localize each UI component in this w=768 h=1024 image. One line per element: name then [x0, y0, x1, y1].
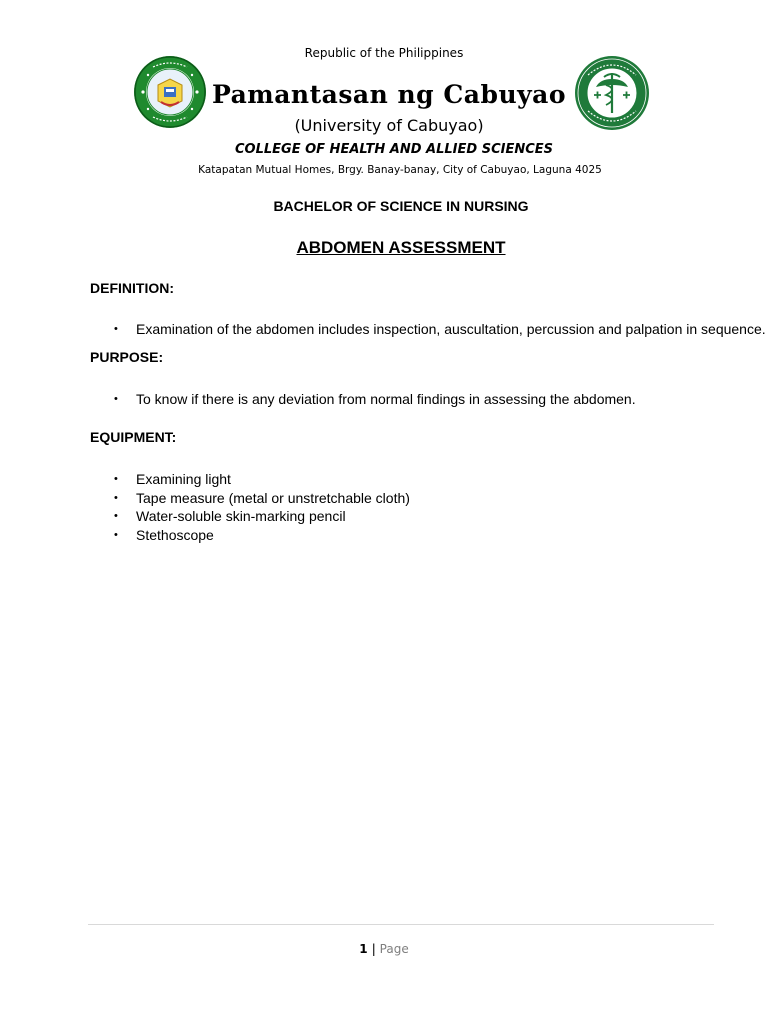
footer-separator: |: [371, 942, 376, 956]
republic-line: Republic of the Philippines: [304, 46, 464, 60]
list-item: [114, 470, 410, 489]
university-name: Pamantasan ng Cabuyao: [211, 80, 567, 109]
list-item: [114, 390, 636, 409]
list-item: [114, 320, 766, 339]
program-name: BACHELOR OF SCIENCE IN NURSING: [273, 198, 529, 214]
document-title-text: ABDOMEN ASSESSMENT: [296, 238, 506, 257]
bullet-icon: •: [114, 473, 118, 485]
page-number: 1: [359, 942, 368, 956]
list-item: [114, 489, 410, 508]
bullet-icon: •: [114, 491, 118, 504]
list-item-text: Examining light: [136, 471, 231, 487]
bullet-icon: •: [114, 323, 118, 335]
university-english-name: (University of Cabuyao): [294, 116, 484, 135]
list-item: [114, 526, 410, 545]
page-footer: [0, 942, 768, 956]
definition-heading: DEFINITION:: [90, 280, 174, 296]
list-item-text: Tape measure (metal or unstretchable cloth): [136, 489, 410, 506]
college-address: Katapatan Mutual Homes, Brgy. Banay-banay, City of Cabuyao, Laguna 4025: [198, 164, 602, 176]
list-item-text: Examination of the abdomen includes inspection, auscultation, percussion and palpation in sequence.: [136, 321, 766, 337]
definition-list: [114, 320, 766, 339]
equipment-heading: EQUIPMENT:: [90, 429, 177, 445]
purpose-list: [114, 390, 636, 409]
bullet-icon: •: [114, 510, 118, 523]
purpose-heading: PURPOSE:: [90, 349, 164, 365]
bullet-icon: •: [114, 393, 118, 405]
footer-divider: [88, 924, 714, 925]
bullet-icon: •: [114, 529, 118, 542]
college-name: COLLEGE OF HEALTH AND ALLIED SCIENCES: [234, 142, 553, 157]
list-item-text: Water-soluble skin-marking pencil: [136, 508, 346, 525]
document-title: [0, 238, 768, 258]
list-item: [114, 507, 410, 526]
list-item-text: To know if there is any deviation from normal findings in assessing the abdomen.: [136, 391, 636, 407]
list-item-text: Stethoscope: [136, 527, 214, 544]
page-label: Page: [379, 942, 409, 956]
equipment-list: [114, 470, 410, 545]
